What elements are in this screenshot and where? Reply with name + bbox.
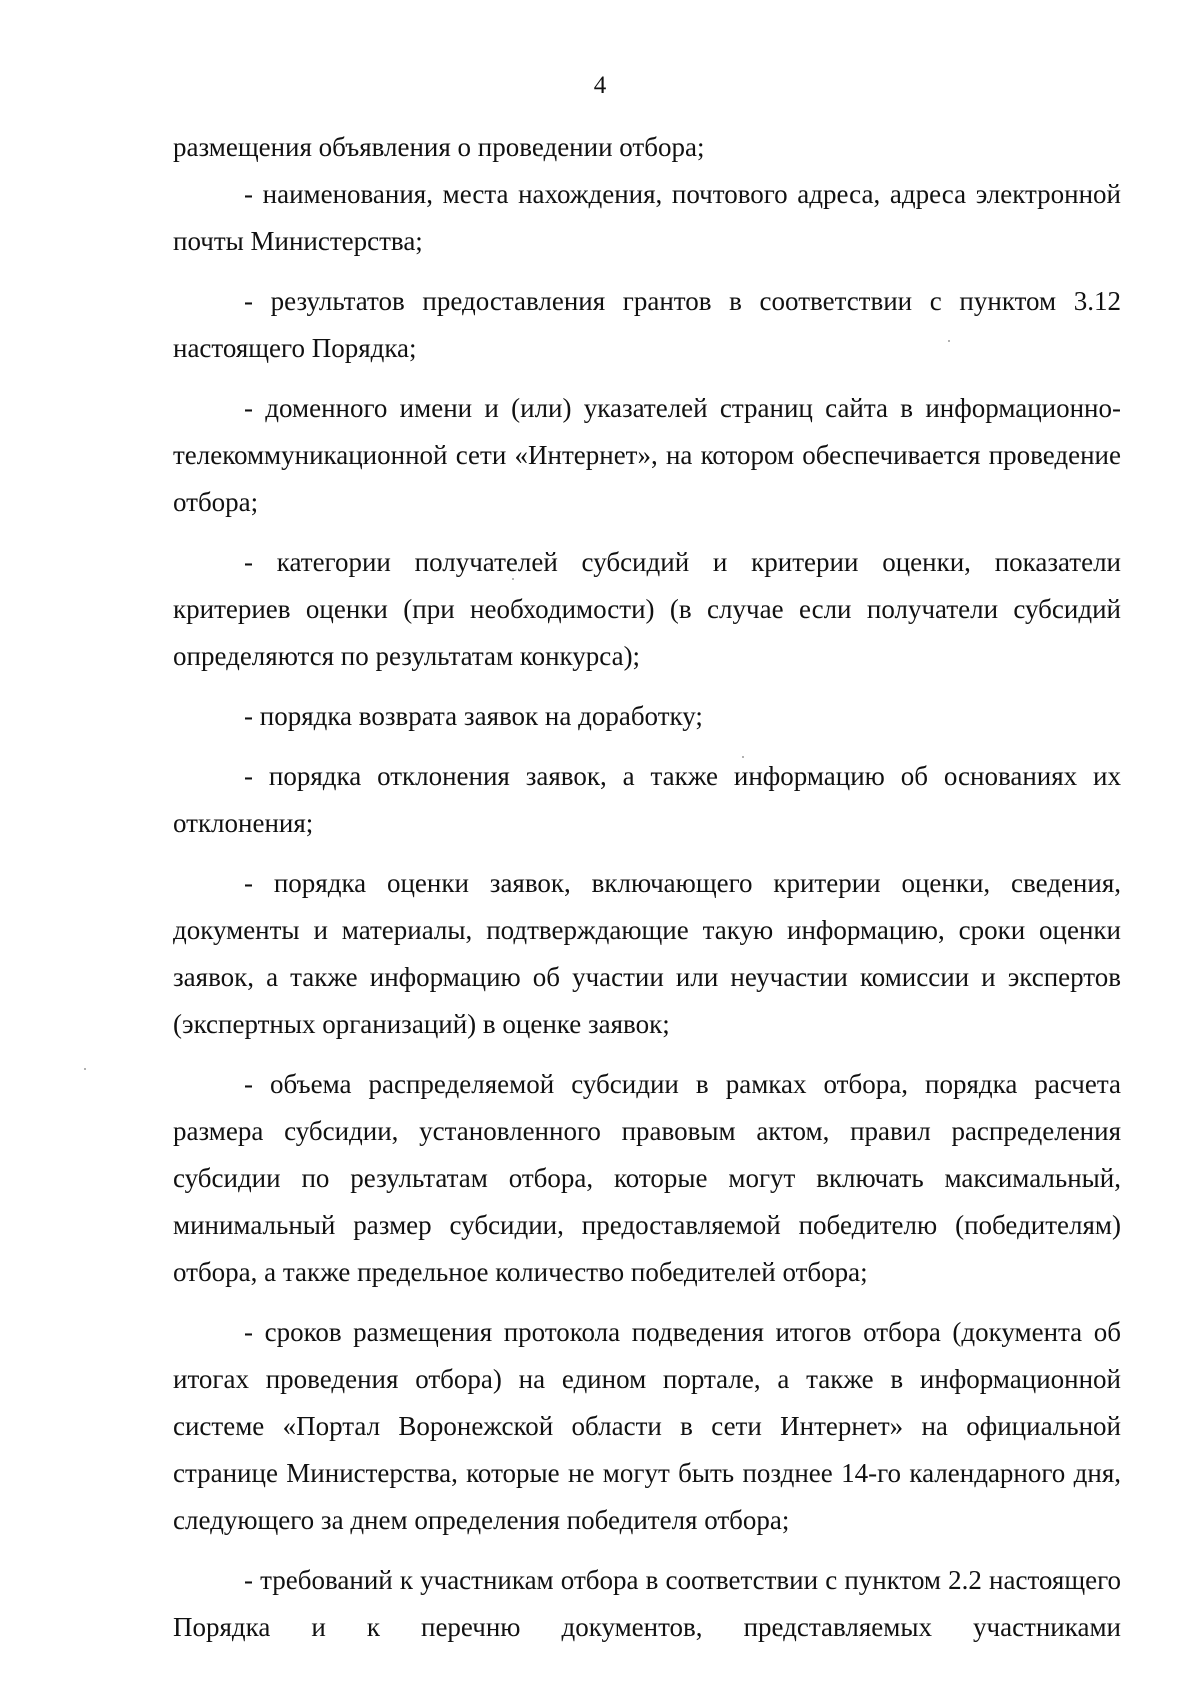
paragraph-item-domain-name: - доменного имени и (или) указателей страниц сайта в информационно-телекоммуникационной сети «Интернет», на котором обеспечивается проведение отбора; [173, 393, 1121, 517]
paragraph-item-contacts: - наименования, места нахождения, почтового адреса, адреса электронной почты Министерства; [173, 179, 1121, 256]
paragraph-item-recipient-categories: - категории получателей субсидий и критерии оценки, показатели критериев оценки (при необходимости) (в случае если получатели субсидий определяются по результатам конкурса); [173, 547, 1121, 671]
scan-speck [742, 756, 744, 758]
paragraph-item-participant-requirements: - требований к участникам отбора в соответствии с пунктом 2.2 настоящего Порядка и к перечню документов, представляемых участниками [173, 1565, 1121, 1642]
page-number: 4 [593, 72, 607, 99]
paragraph-item-evaluation-procedure: - порядка оценки заявок, включающего критерии оценки, сведения, документы и материалы, подтверждающие такую информацию, сроки оценки заявок, а также информацию об участии или неучастии комиссии и экспертов (экспертных организаций) в оценке заявок; [173, 868, 1121, 1039]
scan-speck [84, 1068, 86, 1070]
paragraph-item-return-procedure: - порядка возврата заявок на доработку; [244, 701, 703, 731]
scan-speck [948, 340, 950, 342]
paragraph-item-grant-results: - результатов предоставления грантов в соответствии с пунктом 3.12 настоящего Порядка; [173, 286, 1121, 363]
document-body [173, 124, 1121, 1664]
paragraph-item-subsidy-volume: - объема распределяемой субсидии в рамках отбора, порядка расчета размера субсидии, установленного правовым актом, правил распределения субсидии по результатам отбора, которые могут включать максимальный, минимальный размер субсидии, предоставляемой победителю (победителям) отбора, а также предельное количество победителей отбора; [173, 1069, 1121, 1287]
paragraph-continuation: размещения объявления о проведении отбора; [173, 132, 705, 162]
scan-speck [512, 578, 514, 580]
paragraph-item-protocol-deadlines: - сроков размещения протокола подведения итогов отбора (документа об итогах проведения отбора) на едином портале, а также в информационной системе «Портал Воронежской области в сети Интернет» на официальной странице Министерства, которые не могут быть позднее 14-го календарного дня, следующего за днем определения победителя отбора; [173, 1317, 1121, 1535]
paragraph-item-rejection-procedure: - порядка отклонения заявок, а также информацию об основаниях их отклонения; [173, 761, 1121, 838]
